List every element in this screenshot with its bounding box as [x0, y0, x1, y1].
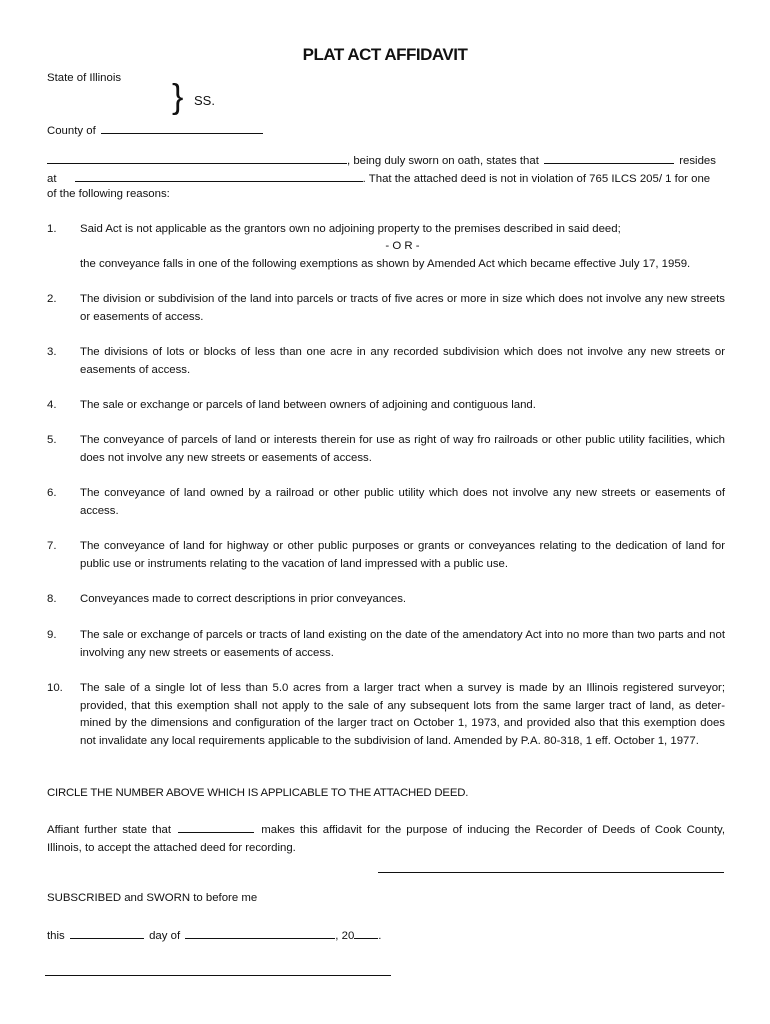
this-text: this [47, 930, 65, 942]
resides-text: resides [679, 155, 716, 167]
year-blank[interactable] [354, 926, 378, 939]
item-text: The conveyance of land for highway or other public purposes or grants or conveyances relating to the dedication of land for public use or instruments relating to the vacation of land impressed with a public use. [80, 540, 725, 570]
list-item [47, 680, 725, 770]
day-of-text: day of [149, 930, 181, 942]
item-text: The division or subdivision of the land into parcels or tracts of five acres or more in size which does not involve any new streets or easements of access. [80, 293, 725, 323]
item-text-continued: the conveyance falls in one of the following exemptions as shown by Amended Act which became effective July 17, 1959. [80, 258, 691, 270]
intro-line-1 [47, 151, 716, 171]
item-text: The sale or exchange of parcels or tracts of land existing on the date of the amendatory Act into no more than two parts and not involving any new streets or easements of access. [80, 629, 725, 659]
day-blank[interactable] [70, 926, 144, 939]
subscribed-text: SUBSCRIBED and SWORN to before me [47, 892, 258, 904]
page-title: PLAT ACT AFFIDAVIT [302, 45, 468, 64]
year-suffix-text: . [378, 930, 382, 942]
affiant-text-2: makes this affidavit for the purpose of inducing the Recorder of Deeds of Cook County, Illinois, to accept the attached deed for recording. [47, 824, 726, 854]
ss-label: SS. [194, 93, 215, 108]
notary-signature-line[interactable] [45, 975, 391, 976]
intro-line-3: of the following reasons: [47, 188, 170, 200]
intro-text-1: , being duly sworn on oath, states that [347, 155, 539, 167]
item-number: 8. [47, 593, 57, 605]
affiant-title-blank[interactable] [544, 151, 674, 164]
county-row [47, 121, 263, 141]
item-number: 10. [47, 682, 63, 694]
item-number: 9. [47, 629, 57, 641]
item-text: The conveyance of land owned by a railroad or other public utility which does not involve any new streets or easements of access. [80, 487, 725, 517]
county-label: County of [47, 125, 96, 137]
list-item [47, 591, 725, 609]
item-or-separator: - O R - [385, 240, 420, 252]
item-text: The sale of a single lot of less than 5.0 acres from a larger tract when a survey is made by an Illinois registered surveyor; provided, that this exemption shall not apply to the sale of any subsequent lots from the same larger tract of land, as deter- mined by the dimensions and configuration of the larger tract on October 1, 1973, and provided also that this exemption does not invalidate any local requirements applicable to the subdivision of land. Amended by P.A. 80-318, 1 eff. October 1, 1977. [80, 682, 725, 747]
year-prefix-text: , 20 [335, 930, 355, 942]
affiant-blank[interactable] [178, 820, 254, 833]
item-number: 1. [47, 223, 57, 235]
item-text: The sale or exchange or parcels of land between owners of adjoining and contiguous land. [80, 399, 536, 411]
county-blank[interactable] [101, 121, 263, 134]
affiant-name-blank[interactable] [47, 151, 347, 164]
at-text: at [47, 173, 57, 185]
date-line [47, 926, 381, 946]
item-number: 4. [47, 399, 57, 411]
item-text: The divisions of lots or blocks of less than one acre in any recorded subdivision which does not involve any new streets or easements of access. [80, 346, 725, 376]
list-item [47, 627, 725, 663]
list-item [47, 432, 725, 468]
month-blank[interactable] [185, 926, 335, 939]
list-item [47, 397, 725, 415]
list-item [47, 221, 725, 275]
circle-instruction: CIRCLE THE NUMBER ABOVE WHICH IS APPLICABLE TO THE ATTACHED DEED. [47, 787, 469, 799]
item-number: 7. [47, 540, 57, 552]
list-item [47, 344, 725, 380]
affiant-signature-line[interactable] [378, 872, 724, 873]
intro-text-3: . That the attached deed is not in violation of 765 ILCS 205/ 1 for one [362, 173, 711, 185]
item-number: 3. [47, 346, 57, 358]
affiant-paragraph [47, 820, 725, 857]
list-item [47, 485, 725, 521]
list-item [47, 291, 725, 327]
list-item [47, 538, 725, 574]
brace-icon: } [172, 78, 184, 116]
state-label: State of Illinois [47, 72, 122, 84]
item-number: 6. [47, 487, 57, 499]
item-text: Said Act is not applicable as the grantors own no adjoining property to the premises described in said deed; [80, 223, 621, 235]
address-blank[interactable] [75, 169, 363, 182]
affiant-text-1: Affiant further state that [47, 824, 172, 836]
item-number: 2. [47, 293, 57, 305]
item-number: 5. [47, 434, 57, 446]
item-text: Conveyances made to correct descriptions in prior conveyances. [80, 593, 407, 605]
item-text: The conveyance of parcels of land or interests therein for use as right of way fro railroads or other public utility facilities, which does not involve any new streets or easements of access. [80, 434, 725, 464]
